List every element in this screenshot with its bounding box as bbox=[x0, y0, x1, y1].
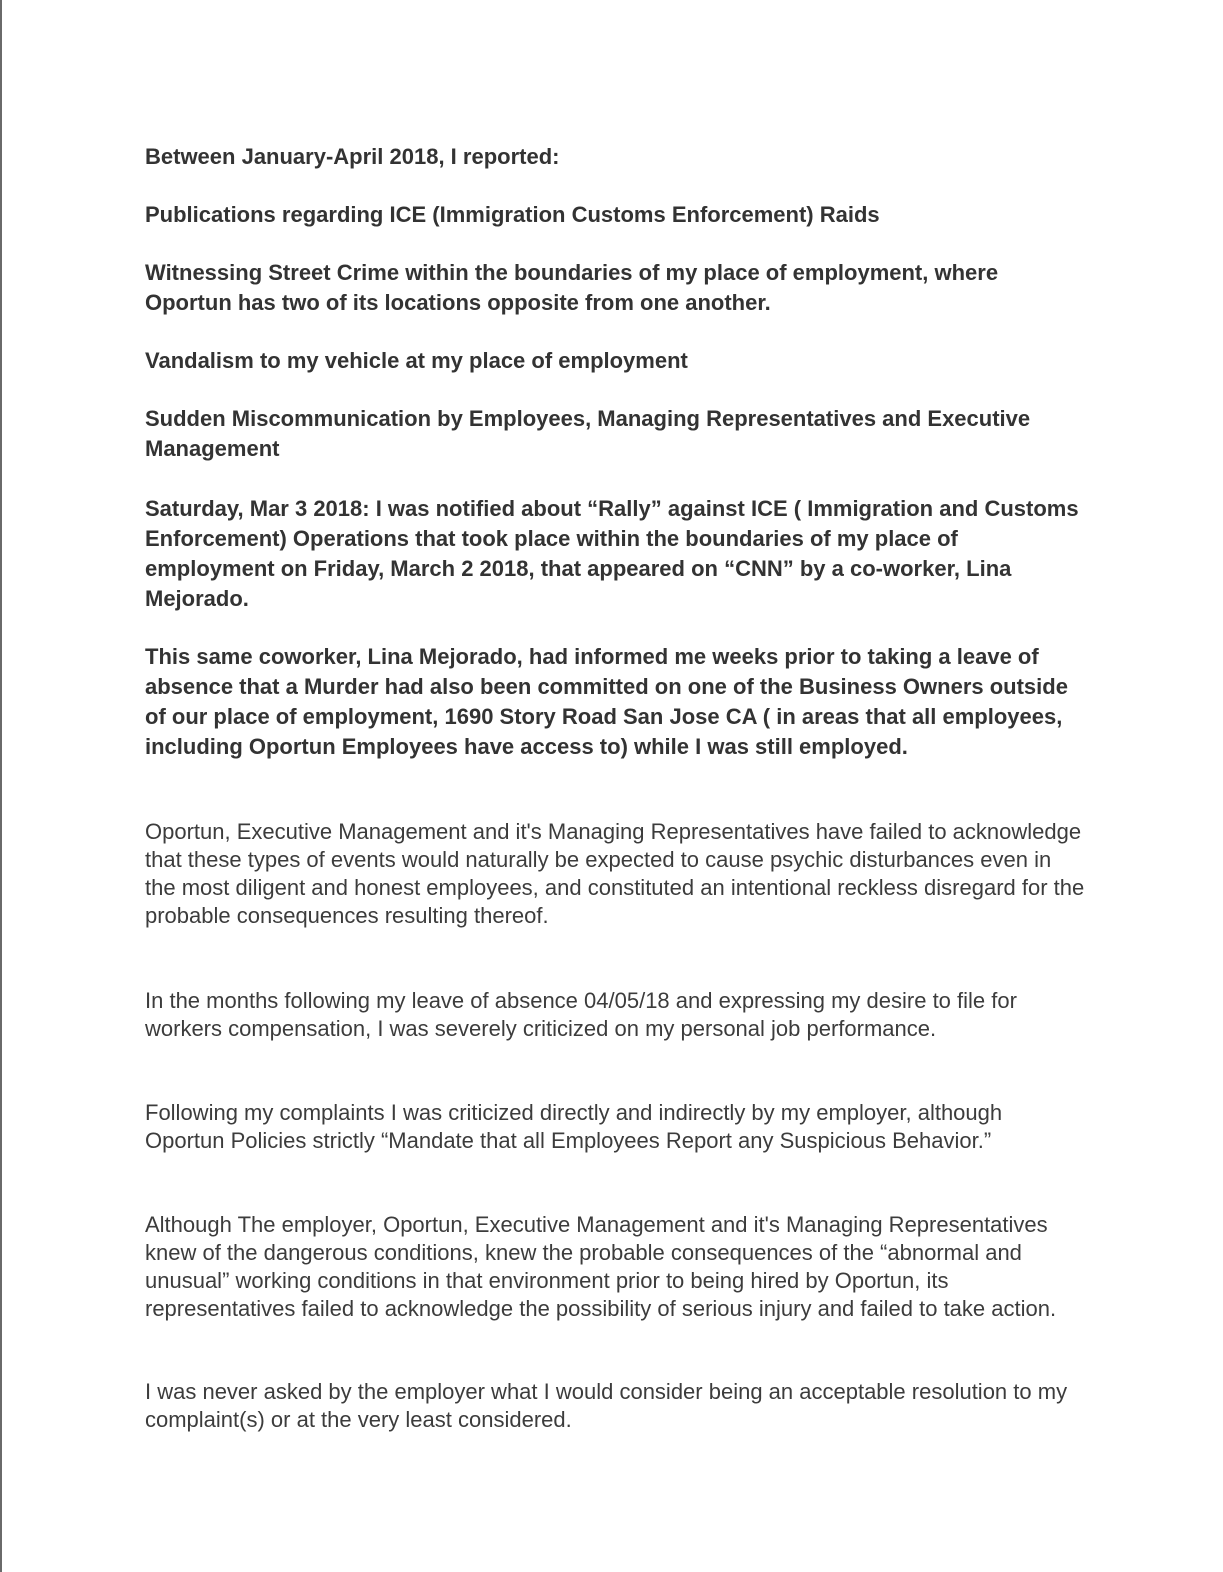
report-item-street-crime: Witnessing Street Crime within the boundaries of my place of employment, where Oportun has two of its locations opposite from one another. bbox=[145, 260, 999, 315]
report-item-vandalism: Vandalism to my vehicle at my place of employment bbox=[145, 348, 688, 373]
leave-of-absence-paragraph: In the months following my leave of absence 04/05/18 and expressing my desire to file for workers compensation, I was severely criticized on my personal job performance. bbox=[145, 988, 1017, 1041]
rally-notification-paragraph: Saturday, Mar 3 2018: I was notified about “Rally” against ICE ( Immigration and Customs Enforcement) Operations that took place within the boundaries of my place of employment on Friday, March 2 2018, that appeared on “CNN” by a co-worker, Lina Mejorado. bbox=[145, 496, 1079, 611]
dangerous-conditions-paragraph: Although The employer, Oportun, Executive Management and it's Managing Representatives knew of the dangerous conditions, knew the probable consequences of the “abnormal and unusual” working conditions in that environment prior to being hired by Oportun, its representatives failed to acknowledge the possibility of serious injury and failed to take action. bbox=[145, 1212, 1057, 1321]
page-left-edge bbox=[0, 0, 2, 1572]
report-item-ice-publications: Publications regarding ICE (Immigration Customs Enforcement) Raids bbox=[145, 202, 880, 227]
murder-report-paragraph: This same coworker, Lina Mejorado, had informed me weeks prior to taking a leave of absence that a Murder had also been committed on one of the Business Owners outside of our place of employment, 1690 Story Road San Jose CA ( in areas that all employees, including Oportun Employees have access to) while I was still employed. bbox=[145, 644, 1068, 759]
management-failure-paragraph: Oportun, Executive Management and it's Managing Representatives have failed to acknowledge that these types of events would naturally be expected to cause psychic disturbances even in the most diligent and honest employees, and constituted an intentional reckless disregard for the probable consequences resulting thereof. bbox=[145, 819, 1085, 928]
complaints-criticism-paragraph: Following my complaints I was criticized directly and indirectly by my employer, although Oportun Policies strictly “Mandate that all Employees Report any Suspicious Behavior.” bbox=[145, 1100, 1003, 1153]
intro-line: Between January-April 2018, I reported: bbox=[145, 144, 560, 169]
resolution-paragraph: I was never asked by the employer what I would consider being an acceptable resolution to my complaint(s) or at the very least considered. bbox=[145, 1379, 1068, 1432]
report-item-miscommunication: Sudden Miscommunication by Employees, Managing Representatives and Executive Management bbox=[145, 406, 1031, 461]
